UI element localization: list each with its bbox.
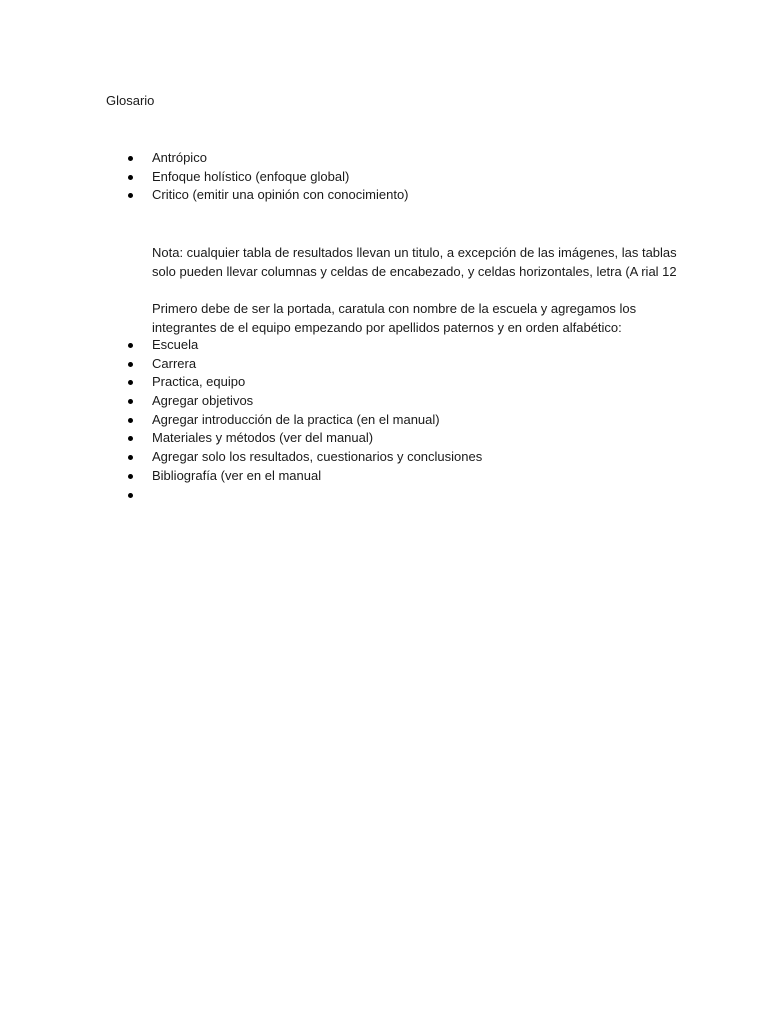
list-item-text: Escuela [152,337,199,352]
list-item [127,429,482,448]
bullet-icon [128,175,133,180]
bullet-icon [128,474,133,479]
list-item-text: Agregar solo los resultados, cuestionarios y conclusiones [152,449,483,465]
list-item-text: Critico (emitir una opinión con conocimiento) [152,187,409,203]
bullet-icon [128,193,133,198]
list-item [127,411,482,430]
bullet-icon [128,455,133,460]
list-item-text: Agregar introducción de la practica (en el manual) [152,411,440,427]
bullet-icon [128,418,133,423]
bullet-icon [128,493,133,498]
note-line: Nota: cualquier tabla de resultados llevan un titulo, a excepción de las imágenes, las tablas [152,245,677,260]
list-item-text: Agregar objetivos [152,393,254,409]
list-item [127,336,482,355]
bullet-icon [128,436,133,441]
list-item-text: Practica, equipo [152,374,246,390]
list-item-text: Enfoque holístico (enfoque global) [152,168,350,184]
bullet-icon [128,380,133,385]
list-item-text: Materiales y métodos (ver del manual) [152,430,374,446]
bullet-icon [128,362,133,367]
list-item-text: Bibliografía (ver en el manual [152,467,322,483]
bullet-icon [128,156,133,161]
intro-line: Primero debe de ser la portada, caratula con nombre de la escuela y agregamos los [152,301,637,316]
list-item [127,373,482,392]
note-paragraph [152,243,677,281]
note-line: solo pueden llevar columnas y celdas de encabezado, y celdas horizontales, letra (A rial 12 [152,264,677,279]
steps-list [127,336,482,504]
bullet-icon [128,343,133,348]
list-item-text: Antrópico [152,150,207,165]
list-item [127,149,409,168]
list-item-text: Carrera [152,355,197,371]
list-item [127,448,482,467]
intro-paragraph [152,299,672,337]
list-item [127,486,482,505]
list-item [127,355,482,374]
list-item [127,168,409,187]
list-item [127,392,482,411]
document-title: Glosario [106,93,155,108]
bullet-icon [128,399,133,404]
glossary-list [127,149,409,205]
list-item [127,186,409,205]
list-item [127,467,482,486]
intro-line: integrantes de el equipo empezando por apellidos paternos y en orden alfabético: [152,320,622,335]
